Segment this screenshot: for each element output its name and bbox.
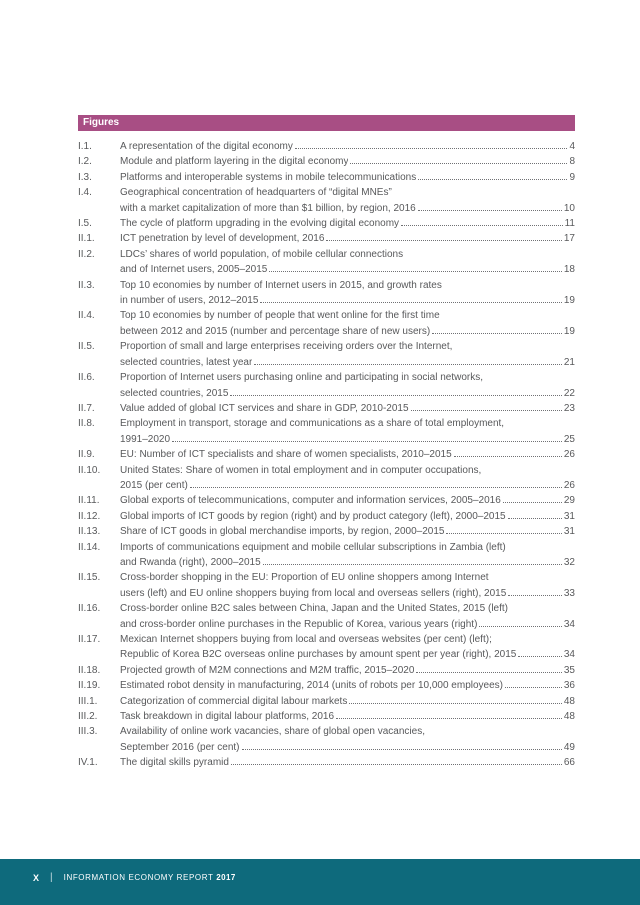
figure-number: III.3. xyxy=(78,726,98,738)
figure-title-line xyxy=(120,201,575,216)
figure-number: II.5. xyxy=(78,341,95,353)
figure-entry-body xyxy=(120,524,575,539)
figure-page-number: 35 xyxy=(563,664,575,676)
figure-entry-body xyxy=(120,185,575,216)
figure-page-number: 4 xyxy=(569,141,575,152)
dot-leader xyxy=(190,486,562,488)
figure-entry-body xyxy=(120,540,575,571)
figure-title-line xyxy=(120,463,575,478)
figure-row xyxy=(78,308,575,339)
figure-page-number: 31 xyxy=(563,510,575,522)
figure-page-number: 32 xyxy=(563,556,575,568)
figure-row xyxy=(78,416,575,447)
figure-entry-body xyxy=(120,139,575,154)
dot-leader xyxy=(401,224,563,226)
figure-title-line xyxy=(120,663,575,678)
figure-title-text: Task breakdown in digital labour platforms, 2016 xyxy=(120,711,335,723)
figure-title-text: Estimated robot density in manufacturing, 2014 (units of robots per 10,000 employees) xyxy=(120,680,503,692)
dot-leader xyxy=(479,625,561,627)
figure-row xyxy=(78,247,575,278)
figure-title-text: Top 10 economies by number of people that went online for the first time xyxy=(120,310,440,322)
figure-entry-body xyxy=(120,231,575,246)
figure-title-text: between 2012 and 2015 (number and percentage share of new users) xyxy=(120,325,431,337)
figure-title-line xyxy=(120,478,575,493)
figure-entry-body xyxy=(120,447,575,462)
figure-entry-body xyxy=(120,570,575,601)
figure-number: II.18. xyxy=(78,664,101,676)
figure-row xyxy=(78,601,575,632)
figure-title-text: selected countries, latest year xyxy=(120,356,253,368)
figure-title-line xyxy=(120,740,575,755)
figure-number: I.5. xyxy=(78,218,92,230)
figure-number: II.7. xyxy=(78,402,95,414)
figure-page-number: 26 xyxy=(563,479,575,491)
figure-title-line xyxy=(120,724,575,739)
figure-title-line xyxy=(120,647,575,662)
figure-page-number: 19 xyxy=(563,325,575,337)
dot-leader xyxy=(295,147,568,149)
footer-report-title-text: INFORMATION ECONOMY REPORT xyxy=(63,873,214,882)
figure-title-line xyxy=(120,694,575,709)
figure-row xyxy=(78,632,575,663)
figure-title-text: Cross-border online B2C sales between China, Japan and the United States, 2015 (left) xyxy=(120,603,509,615)
figure-entry-body xyxy=(120,401,575,416)
figure-title-text: Global imports of ICT goods by region (right) and by product category (left), 2000–2015 xyxy=(120,510,506,522)
figure-page-number: 66 xyxy=(563,757,575,769)
figure-title-line xyxy=(120,154,575,169)
dot-leader xyxy=(505,686,562,688)
figure-title-text: Top 10 economies by number of Internet users in 2015, and growth rates xyxy=(120,279,442,291)
dot-leader xyxy=(418,209,562,211)
figure-row xyxy=(78,170,575,185)
figure-title-text: Proportion of small and large enterprises receiving orders over the Internet, xyxy=(120,341,453,353)
figure-page-number: 29 xyxy=(563,495,575,507)
figure-number: II.16. xyxy=(78,603,101,615)
figure-title-text: Imports of communications equipment and mobile cellular subscriptions in Zambia (left) xyxy=(120,541,506,553)
figure-number: I.4. xyxy=(78,187,92,199)
figure-page-number: 8 xyxy=(569,156,575,168)
footer-divider: | xyxy=(50,872,53,883)
figure-title-line xyxy=(120,401,575,416)
figure-page-number: 21 xyxy=(563,356,575,368)
figure-entry-body xyxy=(120,278,575,309)
figure-title-line xyxy=(120,139,575,154)
figure-title-line xyxy=(120,386,575,401)
figure-title-text: Geographical concentration of headquarters of “digital MNEs” xyxy=(120,187,392,199)
figure-number: II.15. xyxy=(78,572,101,584)
figure-entry-body xyxy=(120,370,575,401)
dot-leader xyxy=(260,301,561,303)
figure-row xyxy=(78,663,575,678)
dot-leader xyxy=(416,671,561,673)
footer-report-title xyxy=(64,873,236,882)
figure-page-number: 18 xyxy=(563,264,575,276)
figure-row xyxy=(78,678,575,693)
dot-leader xyxy=(269,270,562,272)
figure-title-line xyxy=(120,447,575,462)
figure-entry-body xyxy=(120,755,575,770)
figure-number: II.11. xyxy=(78,495,100,507)
figure-title-text: ICT penetration by level of development, 2016 xyxy=(120,233,325,245)
figure-number: II.2. xyxy=(78,248,95,260)
figure-entry-body xyxy=(120,709,575,724)
figure-row xyxy=(78,493,575,508)
figure-page-number: 33 xyxy=(563,587,575,599)
figure-row xyxy=(78,509,575,524)
figure-title-text: Module and platform layering in the digital economy xyxy=(120,156,349,168)
figure-title-text: and of Internet users, 2005–2015 xyxy=(120,264,268,276)
figure-page-number: 49 xyxy=(563,741,575,753)
footer-band xyxy=(0,859,640,905)
figure-entry-body xyxy=(120,339,575,370)
figure-title-line xyxy=(120,416,575,431)
figure-title-text: in number of users, 2012–2015 xyxy=(120,295,259,307)
figure-row xyxy=(78,185,575,216)
figure-entry-body xyxy=(120,724,575,755)
figure-title-text: Value added of global ICT services and share in GDP, 2010-2015 xyxy=(120,402,409,414)
figure-title-line xyxy=(120,601,575,616)
figure-title-text: Categorization of commercial digital labour markets xyxy=(120,695,348,707)
figure-title-text: 2015 (per cent) xyxy=(120,479,188,491)
dot-leader xyxy=(418,178,567,180)
figure-title-line xyxy=(120,709,575,724)
figure-title-line xyxy=(120,216,575,231)
figure-title-line xyxy=(120,540,575,555)
figure-page-number: 23 xyxy=(563,402,575,414)
figure-page-number: 31 xyxy=(563,526,575,538)
figure-title-text: selected countries, 2015 xyxy=(120,387,229,399)
figure-title-line xyxy=(120,324,575,339)
dot-leader xyxy=(172,440,562,442)
dot-leader xyxy=(411,409,562,411)
dot-leader xyxy=(508,594,562,596)
figure-title-line xyxy=(120,617,575,632)
figure-entry-body xyxy=(120,216,575,231)
figure-page-number: 10 xyxy=(563,202,575,214)
figure-number: II.6. xyxy=(78,372,95,384)
figure-page-number: 9 xyxy=(569,171,575,183)
figure-title-line xyxy=(120,355,575,370)
dot-leader xyxy=(336,717,562,719)
figure-row xyxy=(78,540,575,571)
figures-section-header xyxy=(78,115,575,131)
figure-row xyxy=(78,401,575,416)
dot-leader xyxy=(518,655,562,657)
figure-title-text: LDCs’ shares of world population, of mobile cellular connections xyxy=(120,248,404,260)
figure-page-number: 34 xyxy=(563,618,575,630)
figure-title-text: September 2016 (per cent) xyxy=(120,741,240,753)
figure-row xyxy=(78,463,575,494)
figure-row xyxy=(78,339,575,370)
figure-number: III.2. xyxy=(78,711,98,723)
dot-leader xyxy=(231,763,562,765)
dot-leader xyxy=(508,517,562,519)
figure-title-line xyxy=(120,755,575,770)
figure-entry-body xyxy=(120,170,575,185)
figure-row xyxy=(78,139,575,154)
figure-page-number: 19 xyxy=(563,295,575,307)
figure-title-line xyxy=(120,570,575,585)
figure-title-line xyxy=(120,509,575,524)
footer-report-year: 2017 xyxy=(216,873,236,882)
figure-title-line xyxy=(120,339,575,354)
figure-entry-body xyxy=(120,509,575,524)
dot-leader xyxy=(263,563,562,565)
figure-title-line xyxy=(120,308,575,323)
figure-entry-body xyxy=(120,663,575,678)
dot-leader xyxy=(254,363,562,365)
figure-number: I.2. xyxy=(78,156,92,168)
dot-leader xyxy=(432,332,562,334)
figure-row xyxy=(78,216,575,231)
figure-row xyxy=(78,709,575,724)
figure-entry-body xyxy=(120,308,575,339)
figure-title-line xyxy=(120,278,575,293)
figure-row xyxy=(78,524,575,539)
figure-number: II.3. xyxy=(78,279,95,291)
figure-row xyxy=(78,570,575,601)
figure-title-line xyxy=(120,493,575,508)
figure-title-line xyxy=(120,524,575,539)
figure-title-line xyxy=(120,432,575,447)
dot-leader xyxy=(242,748,562,750)
footer-page-number: X xyxy=(33,872,40,883)
figure-page-number: 11 xyxy=(564,218,575,230)
figure-row xyxy=(78,694,575,709)
figures-header-label: Figures xyxy=(83,117,120,128)
dot-leader xyxy=(326,239,561,241)
figures-toc-list xyxy=(78,139,575,771)
dot-leader xyxy=(503,501,562,503)
figure-page-number: 48 xyxy=(563,695,575,707)
figure-entry-body xyxy=(120,416,575,447)
figure-entry-body xyxy=(120,154,575,169)
figure-title-text: EU: Number of ICT specialists and share of women specialists, 2010–2015 xyxy=(120,449,452,461)
figure-number: II.14. xyxy=(78,541,101,553)
figure-title-line xyxy=(120,555,575,570)
figure-entry-body xyxy=(120,632,575,663)
figure-title-text: users (left) and EU online shoppers buying from local and overseas sellers (right), 2015 xyxy=(120,587,507,599)
figure-row xyxy=(78,370,575,401)
figure-row xyxy=(78,447,575,462)
figure-title-line xyxy=(120,586,575,601)
dot-leader xyxy=(230,394,561,396)
figure-title-text: The digital skills pyramid xyxy=(120,757,229,769)
figure-title-text: Employment in transport, storage and communications as a share of total employment, xyxy=(120,418,505,430)
figure-title-text: and cross-border online purchases in the Republic of Korea, various years (right) xyxy=(120,618,478,630)
figure-entry-body xyxy=(120,247,575,278)
figure-title-line xyxy=(120,170,575,185)
figure-page-number: 34 xyxy=(563,649,575,661)
figure-title-text: Platforms and interoperable systems in mobile telecommunications xyxy=(120,171,417,183)
figure-row xyxy=(78,724,575,755)
figure-title-line xyxy=(120,370,575,385)
figure-page-number: 25 xyxy=(563,433,575,445)
figure-page-number: 22 xyxy=(563,387,575,399)
dot-leader xyxy=(349,702,562,704)
figure-number: II.8. xyxy=(78,418,95,430)
figure-number: II.1. xyxy=(78,233,95,245)
figure-number: II.4. xyxy=(78,310,95,322)
figure-page-number: 17 xyxy=(563,233,575,245)
figure-title-text: Mexican Internet shoppers buying from local and overseas websites (per cent) (left); xyxy=(120,634,492,645)
figure-entry-body xyxy=(120,694,575,709)
figure-entry-body xyxy=(120,678,575,693)
dot-leader xyxy=(446,532,561,534)
figure-row xyxy=(78,278,575,309)
figure-entry-body xyxy=(120,493,575,508)
figure-title-text: United States: Share of women in total employment and in computer occupations, xyxy=(120,464,482,476)
figure-page-number: 26 xyxy=(563,449,575,461)
figure-title-line xyxy=(120,293,575,308)
figure-title-text: 1991–2020 xyxy=(120,433,171,445)
figure-title-line xyxy=(120,247,575,262)
figure-title-text: Cross-border shopping in the EU: Proportion of EU online shoppers among Internet xyxy=(120,572,489,584)
figure-title-text: The cycle of platform upgrading in the evolving digital economy xyxy=(120,218,400,230)
figure-page-number: 48 xyxy=(563,711,575,723)
figure-number: II.19. xyxy=(78,680,101,692)
figure-title-text: and Rwanda (right), 2000–2015 xyxy=(120,556,261,568)
figure-number: III.1. xyxy=(78,695,98,707)
figure-number: I.3. xyxy=(78,171,92,183)
figure-number: IV.1. xyxy=(78,757,98,769)
figure-title-line xyxy=(120,231,575,246)
figure-title-line xyxy=(120,632,575,647)
figure-number: I.1. xyxy=(78,141,92,152)
figure-title-line xyxy=(120,678,575,693)
figure-row xyxy=(78,154,575,169)
figure-row xyxy=(78,231,575,246)
figure-title-text: Projected growth of M2M connections and M2M traffic, 2015–2020 xyxy=(120,664,415,676)
figure-title-text: A representation of the digital economy xyxy=(120,141,293,152)
figure-entry-body xyxy=(120,463,575,494)
figure-page-number: 36 xyxy=(563,680,575,692)
figure-title-text: with a market capitalization of more than $1 billion, by region, 2016 xyxy=(120,202,416,214)
figure-row xyxy=(78,755,575,770)
figure-title-text: Share of ICT goods in global merchandise imports, by region, 2000–2015 xyxy=(120,526,445,538)
figure-number: II.10. xyxy=(78,464,101,476)
dot-leader xyxy=(350,162,567,164)
figure-number: II.12. xyxy=(78,510,101,522)
figure-title-line xyxy=(120,185,575,200)
figure-title-line xyxy=(120,262,575,277)
figure-entry-body xyxy=(120,601,575,632)
figure-number: II.17. xyxy=(78,634,101,645)
figure-title-text: Availability of online work vacancies, share of global open vacancies, xyxy=(120,726,425,738)
figure-number: II.9. xyxy=(78,449,95,461)
figure-number: II.13. xyxy=(78,526,101,538)
figure-title-text: Republic of Korea B2C overseas online purchases by amount spent per year (right), 2015 xyxy=(120,649,517,661)
dot-leader xyxy=(454,455,562,457)
figure-title-text: Global exports of telecommunications, computer and information services, 2005–2016 xyxy=(120,495,501,507)
figure-title-text: Proportion of Internet users purchasing online and participating in social networks, xyxy=(120,372,483,384)
